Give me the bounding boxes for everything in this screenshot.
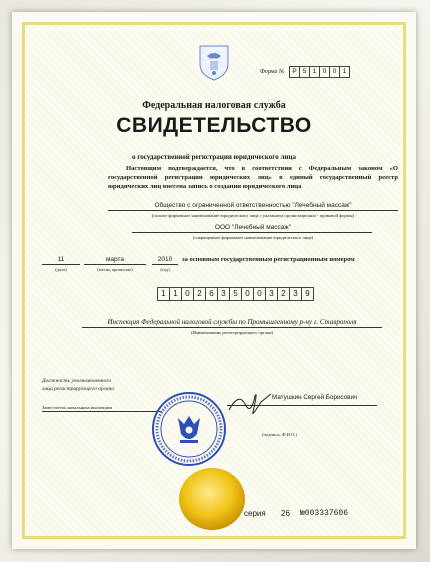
certificate-paper xyxy=(12,12,416,549)
ogrn-digit: 0 xyxy=(254,287,266,301)
hologram-sticker-icon xyxy=(177,466,247,532)
company-full-name: Общество с ограниченной ответственностью "Лечебный массаж" xyxy=(154,202,352,209)
certification-text: Настоящим подтверждается, что в соответствии с Федеральным законом «О государственной регистрации юридических лиц» в единый государственный реестр юридических лиц внесена запись о создании юридического лица xyxy=(108,165,398,190)
ogrn-digit: 6 xyxy=(206,287,218,301)
form-code-digit: 0 xyxy=(320,66,330,78)
document-number: №003337606 xyxy=(300,509,349,518)
company-full-name-caption: (полное фирменное наименование юридического лица с указанием организационно - правовой формы) xyxy=(151,213,355,218)
ogrn-digit: 5 xyxy=(230,287,242,301)
issuing-authority: Федеральная налоговая служба xyxy=(142,100,286,111)
official-position: Заместитель начальника инспекции xyxy=(42,405,112,410)
form-label: Форма № xyxy=(260,69,285,75)
ogrn-number xyxy=(157,287,314,301)
document-title: СВИДЕТЕЛЬСТВО xyxy=(116,114,312,137)
series-number: 26 xyxy=(281,509,290,518)
form-code-digit: 1 xyxy=(340,66,350,78)
position-label-line1: Должность уполномоченного xyxy=(42,378,112,384)
company-short-name: ООО "Лечебный массаж" xyxy=(214,224,292,231)
signature-icon xyxy=(225,382,275,418)
form-code xyxy=(289,66,350,78)
position-label-line2: лица регистрирующего органа xyxy=(42,386,114,392)
ogrn-digit: 0 xyxy=(182,287,194,301)
document-subtitle: о государственной регистрации юридического лица xyxy=(132,153,296,161)
official-seal-icon xyxy=(150,390,228,468)
signer-name: Матушкин Сергей Борисович xyxy=(272,394,358,401)
tax-service-emblem-icon xyxy=(195,42,233,82)
form-code-digit: 0 xyxy=(330,66,340,78)
ogrn-digit: 2 xyxy=(194,287,206,301)
form-code-digit: Р xyxy=(289,66,300,78)
date-year: 2010 xyxy=(157,256,173,263)
ogrn-digit: 2 xyxy=(278,287,290,301)
ogrn-digit: 3 xyxy=(290,287,302,301)
date-day-caption: (дата) xyxy=(55,267,67,272)
ogrn-digit: 3 xyxy=(266,287,278,301)
date-day: 11 xyxy=(57,256,65,263)
signer-caption: (подпись, Ф.И.О.) xyxy=(262,432,298,437)
registration-number-label: за основным государственным регистрационным номером xyxy=(182,256,355,263)
company-short-name-caption: (сокращенное фирменное наименование юридического лица) xyxy=(192,235,314,240)
form-code-digit: 5 xyxy=(300,66,310,78)
form-code-digit: 1 xyxy=(310,66,320,78)
ogrn-digit: 9 xyxy=(302,287,314,301)
date-year-caption: (год) xyxy=(160,267,170,272)
ogrn-digit: 1 xyxy=(157,287,170,301)
registrar-caption: (Наименование регистрирующего органа) xyxy=(190,330,274,335)
date-month: марта xyxy=(105,256,125,263)
date-month-caption: (месяц прописью) xyxy=(97,267,133,272)
series-label: серия xyxy=(244,509,266,518)
ogrn-digit: 1 xyxy=(170,287,182,301)
ogrn-digit: 3 xyxy=(218,287,230,301)
ogrn-digit: 0 xyxy=(242,287,254,301)
registrar-name: Инспекция Федеральной налоговой службы по Промышленному р-ну г. Ставрополя xyxy=(107,318,357,326)
